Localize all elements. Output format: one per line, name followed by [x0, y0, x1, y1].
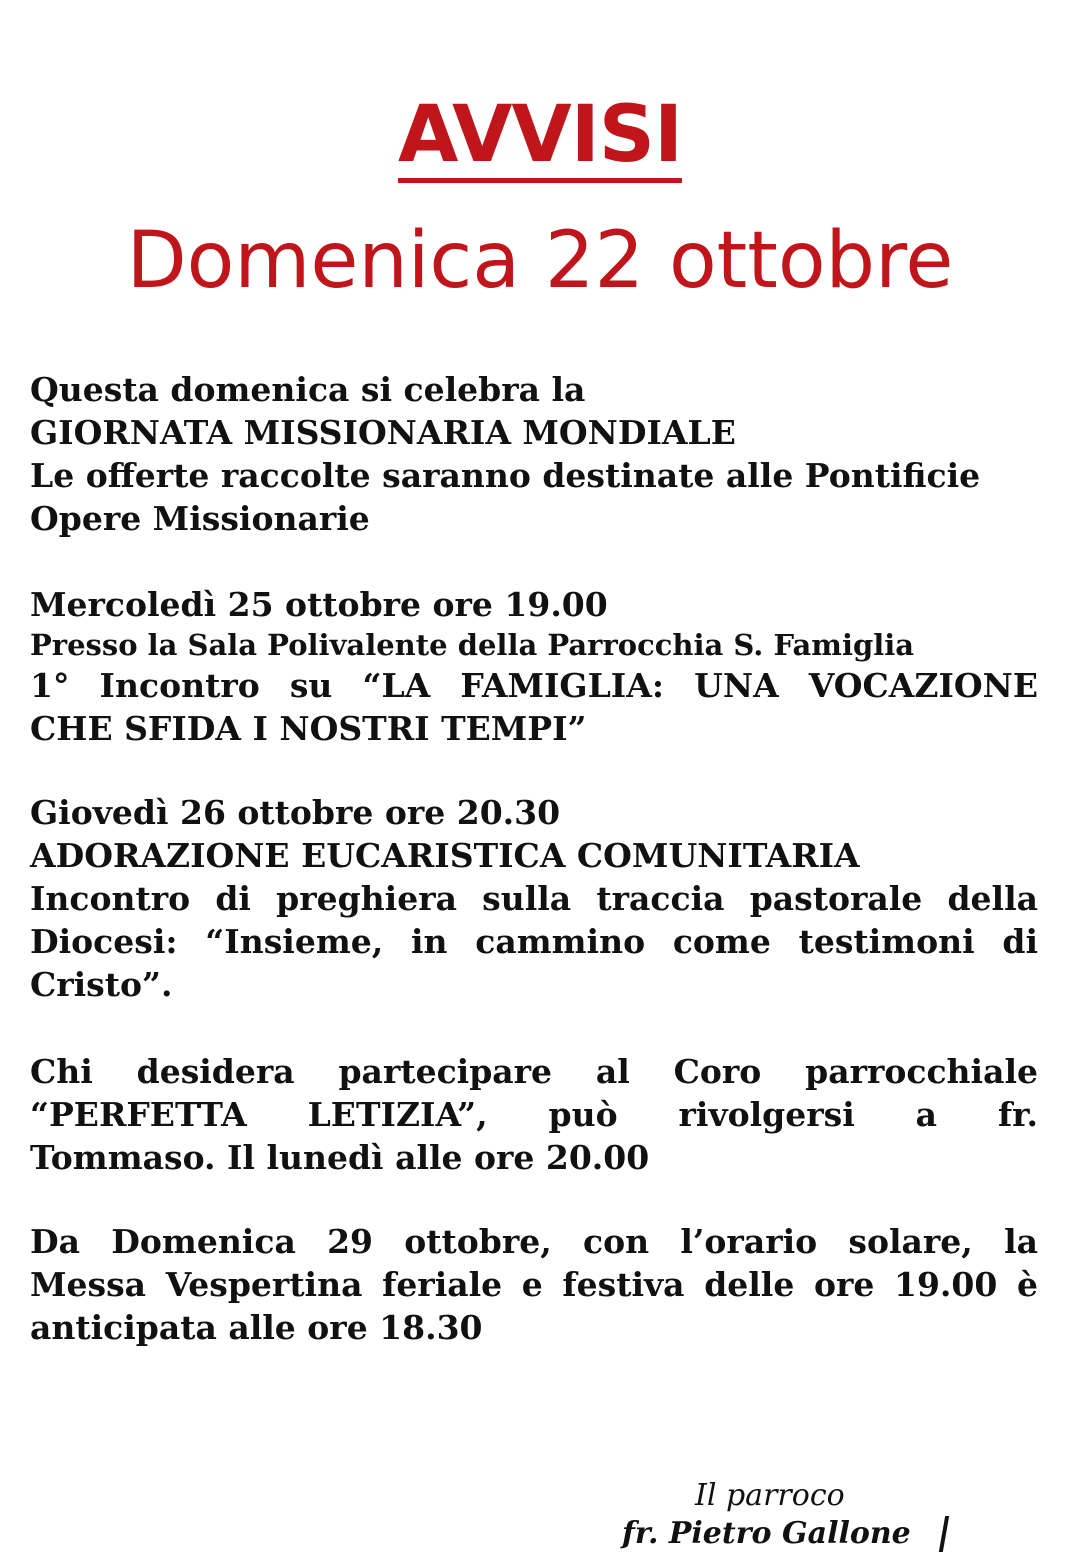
- notice-line: Diocesi: “Insieme, in cammino come testimoni di: [30, 922, 1038, 961]
- notice-date: Domenica 22 ottobre: [126, 216, 954, 306]
- notice-coro: [30, 1050, 1038, 1179]
- notice-line: CHE SFIDA I NOSTRI TEMPI”: [30, 709, 587, 748]
- notice-line: Presso la Sala Polivalente della Parrocchia S. Famiglia: [30, 628, 915, 662]
- notice-line: Cristo”.: [30, 965, 173, 1004]
- notice-orario-solare: [30, 1220, 1038, 1349]
- notice-title: [0, 90, 1080, 183]
- notice-line: anticipata alle ore 18.30: [30, 1308, 483, 1347]
- notice-line: “PERFETTA LETIZIA”, può rivolgersi a fr.: [30, 1095, 1038, 1134]
- notice-line: Mercoledì 25 ottobre ore 19.00: [30, 585, 608, 624]
- notice-line: Chi desidera partecipare al Coro parrocchiale: [30, 1052, 1038, 1091]
- notice-line: Messa Vespertina feriale e festiva delle ore 19.00 è: [30, 1265, 1038, 1304]
- signature-role: Il parroco: [695, 1478, 845, 1513]
- notice-incontro-famiglia: [30, 583, 1038, 750]
- notice-line: 1° Incontro su “LA FAMIGLIA: UNA VOCAZIONE: [30, 666, 1038, 705]
- notice-line: Da Domenica 29 ottobre, con l’orario solare, la: [30, 1222, 1038, 1261]
- notice-giornata-missionaria: [30, 368, 1038, 540]
- notice-line: Opere Missionarie: [30, 499, 370, 538]
- notice-line: GIORNATA MISSIONARIA MONDIALE: [30, 413, 736, 452]
- signature-stroke: [939, 1516, 949, 1552]
- notice-adorazione: [30, 791, 1038, 1006]
- notice-title-text: AVVISI: [398, 96, 682, 183]
- signature-name: fr. Pietro Gallone: [622, 1516, 911, 1551]
- notice-line: Questa domenica si celebra la: [30, 370, 586, 409]
- notice-line: Incontro di preghiera sulla traccia pastorale della: [30, 879, 1038, 918]
- notice-line: ADORAZIONE EUCARISTICA COMUNITARIA: [30, 836, 860, 875]
- notice-line: Tommaso. Il lunedì alle ore 20.00: [30, 1138, 650, 1177]
- notice-line: Le offerte raccolte saranno destinate alle Pontificie: [30, 456, 981, 495]
- notice-line: Giovedì 26 ottobre ore 20.30: [30, 793, 561, 832]
